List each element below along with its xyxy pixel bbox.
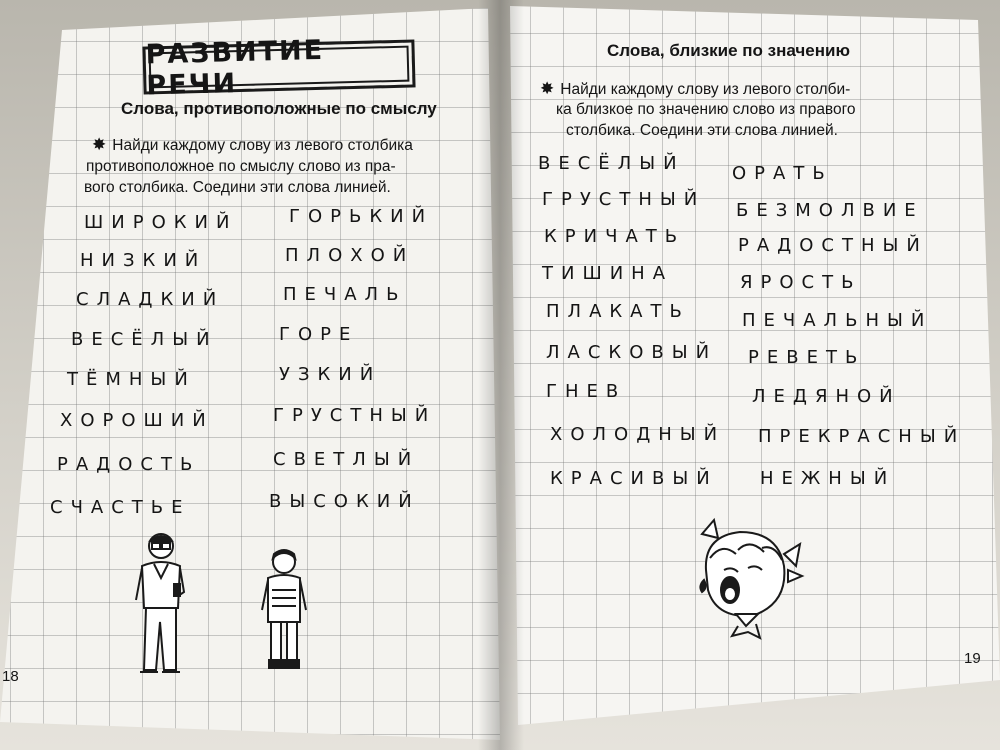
synonym-right-word-6: РЕВЕТЬ [748, 347, 866, 368]
synonym-left-word-3: КРИЧАТЬ [544, 226, 686, 247]
synonym-left-word-4: ТИШИНА [542, 263, 674, 284]
synonym-left-word-8: ХОЛОДНЫЙ [550, 424, 726, 445]
right-word-2: ПЛОХОЙ [285, 245, 415, 266]
synonym-right-word-3: РАДОСТНЫЙ [738, 235, 928, 256]
left-instructions-line-2: противоположное по смыслу слово из пра- [86, 158, 396, 175]
title-frame [142, 34, 415, 102]
right-page-number: 19 [964, 650, 981, 667]
left-instructions-line-1: ✸ Найди каждому слову из левого столбика [92, 135, 413, 154]
left-word-5: ТЁМНЫЙ [67, 369, 196, 390]
synonym-left-word-1: ВЕСЁЛЫЙ [538, 153, 685, 174]
left-word-2: НИЗКИЙ [80, 250, 207, 271]
left-word-7: РАДОСТЬ [57, 454, 201, 475]
synonym-right-word-8: ПРЕКРАСНЫЙ [758, 426, 966, 447]
synonym-right-word-5: ПЕЧАЛЬНЫЙ [742, 310, 933, 331]
synonym-left-word-2: ГРУСТНЫЙ [542, 189, 706, 210]
left-word-8: СЧАСТЬЕ [50, 497, 191, 518]
left-word-3: СЛАДКИЙ [76, 289, 225, 310]
asterisk-bullet-icon: ✸ [540, 79, 555, 98]
synonym-left-word-5: ПЛАКАТЬ [546, 301, 690, 322]
asterisk-bullet-icon: ✸ [92, 135, 107, 154]
right-instructions-line-3: столбика. Соедини эти слова линией. [566, 122, 838, 139]
right-word-6: ГРУСТНЫЙ [273, 405, 437, 426]
synonym-left-word-9: КРАСИВЫЙ [550, 468, 718, 489]
book-spine-shadow [478, 0, 524, 750]
right-instructions-line-2: ка близкое по значению слово из правого [556, 101, 856, 118]
page-title: РАЗВИТИЕ РЕЧИ [145, 34, 325, 102]
right-word-5: УЗКИЙ [279, 364, 382, 385]
right-word-3: ПЕЧАЛЬ [283, 284, 407, 305]
right-subtitle: Слова, близкие по значению [607, 41, 850, 60]
left-instructions-line-3: вого столбика. Соедини эти слова линией. [84, 179, 391, 196]
synonym-right-word-7: ЛЕДЯНОЙ [752, 386, 901, 407]
right-word-7: СВЕТЛЫЙ [273, 449, 420, 470]
right-instructions-line-1: ✸ Найди каждому слову из левого столби- [540, 79, 851, 98]
left-word-4: ВЕСЁЛЫЙ [71, 329, 218, 350]
left-page-number: 18 [2, 668, 19, 685]
synonym-left-word-7: ГНЕВ [546, 381, 627, 402]
right-word-8: ВЫСОКИЙ [269, 491, 420, 512]
left-subtitle: Слова, противоположные по смыслу [121, 99, 437, 118]
man-illustration [128, 530, 198, 680]
right-word-1: ГОРЬКИЙ [289, 206, 434, 227]
synonym-right-word-4: ЯРОСТЬ [740, 272, 862, 293]
synonym-right-word-2: БЕЗМОЛВИЕ [736, 200, 924, 221]
left-word-6: ХОРОШИЙ [60, 410, 214, 431]
synonym-left-word-6: ЛАСКОВЫЙ [546, 342, 718, 363]
synonym-right-word-9: НЕЖНЫЙ [760, 468, 896, 489]
boy-illustration [258, 546, 310, 674]
right-word-4: ГОРЕ [279, 324, 359, 345]
synonym-right-word-1: ОРАТЬ [732, 163, 833, 184]
left-word-1: ШИРОКИЙ [84, 212, 238, 233]
crying-girl-illustration [688, 514, 808, 642]
